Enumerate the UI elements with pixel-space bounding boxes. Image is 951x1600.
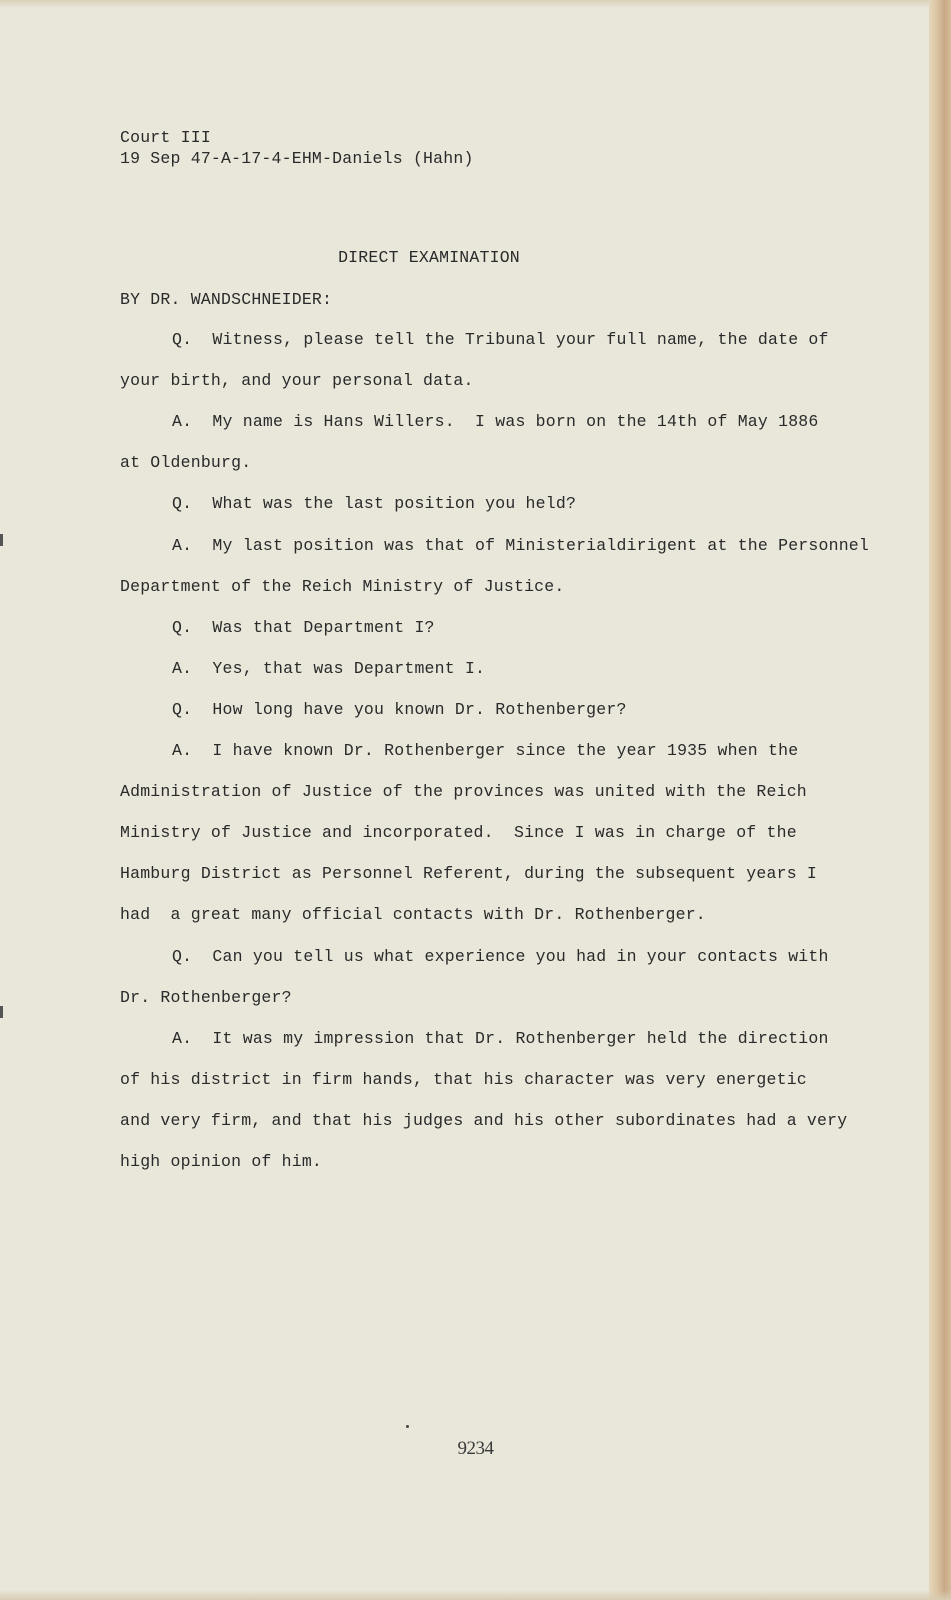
transcript-line: of his district in firm hands, that his character was very energetic [120, 1070, 807, 1089]
paper-bottom-edge [0, 1590, 951, 1600]
paper-right-edge [929, 0, 951, 1600]
transcript-line: high opinion of him. [120, 1152, 323, 1171]
transcript-line-question-answer: Q. Witness, please tell the Tribunal your full name, the date of [172, 330, 829, 349]
transcript-line-question-answer: A. My last position was that of Ministerialdirigent at the Personnel [172, 536, 870, 555]
transcript-line-question-answer: Q. Can you tell us what experience you had in your contacts with [172, 947, 829, 966]
transcript-line: Department of the Reich Ministry of Justice. [120, 577, 565, 596]
transcript-line-question-answer: A. It was my impression that Dr. Rothenberger held the direction [172, 1029, 829, 1048]
transcript-line-question-answer: Q. What was the last position you held? [172, 494, 577, 513]
transcript-line-question-answer: A. I have known Dr. Rothenberger since the year 1935 when the [172, 741, 799, 760]
page-number: 9234 [457, 1438, 494, 1459]
transcript-line: and very firm, and that his judges and his other subordinates had a very [120, 1111, 848, 1130]
ink-dot [406, 1425, 409, 1428]
transcript-line: your birth, and your personal data. [120, 371, 474, 390]
paper-top-edge [0, 0, 951, 8]
transcript-line: Administration of Justice of the provinces was united with the Reich [120, 782, 807, 801]
margin-mark [0, 534, 3, 546]
transcript-line: had a great many official contacts with Dr. Rothenberger. [120, 905, 706, 924]
section-title: DIRECT EXAMINATION [338, 248, 520, 267]
court-label: Court III [120, 128, 211, 147]
examiner-line: BY DR. WANDSCHNEIDER: [120, 290, 333, 309]
transcript-line: Hamburg District as Personnel Referent, during the subsequent years I [120, 864, 818, 883]
transcript-line: Ministry of Justice and incorporated. Since I was in charge of the [120, 823, 797, 842]
transcript-line-question-answer: Q. How long have you known Dr. Rothenberger? [172, 700, 627, 719]
session-reference: 19 Sep 47-A-17-4-EHM-Daniels (Hahn) [120, 149, 474, 168]
transcript-line-question-answer: A. My name is Hans Willers. I was born on the 14th of May 1886 [172, 412, 819, 431]
transcript-line-question-answer: Q. Was that Department I? [172, 618, 435, 637]
transcript-line-question-answer: A. Yes, that was Department I. [172, 659, 486, 678]
margin-mark [0, 1006, 3, 1018]
transcript-line: at Oldenburg. [120, 453, 252, 472]
transcript-line: Dr. Rothenberger? [120, 988, 292, 1007]
